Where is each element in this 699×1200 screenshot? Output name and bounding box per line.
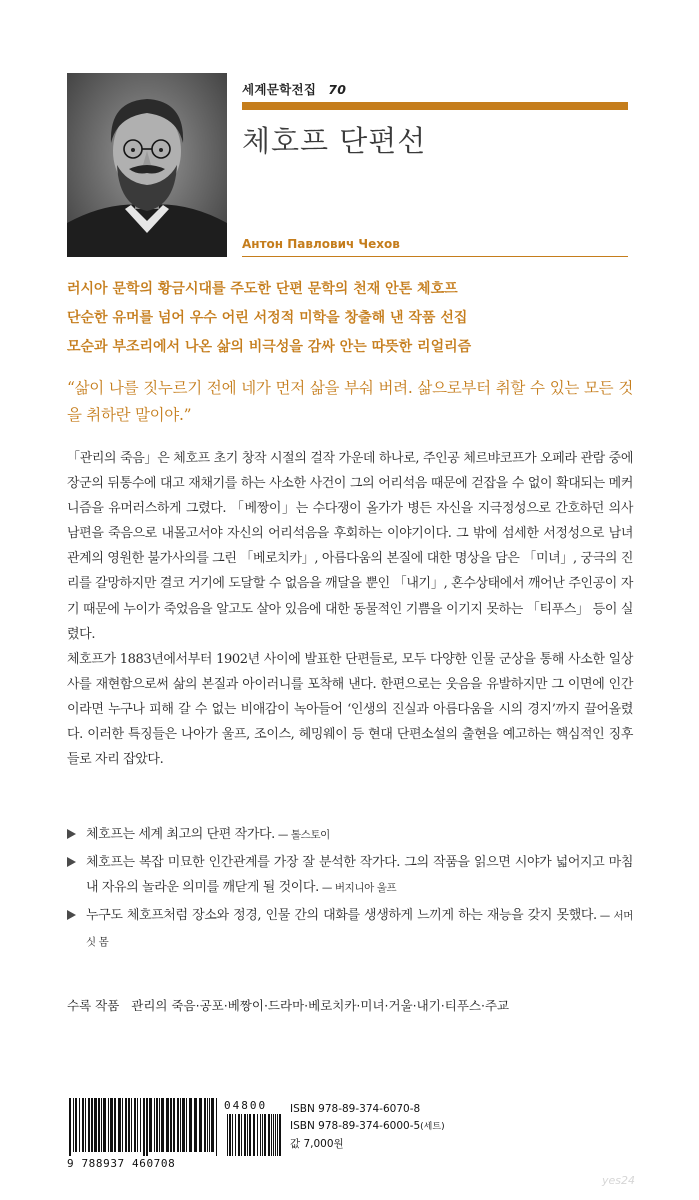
contents-items: 관리의 죽음·공포·베짱이·드라마·베로치카·미녀·거울·내기·티푸스·주교 — [131, 998, 510, 1013]
triangle-bullet-icon — [67, 829, 76, 839]
watermark: yes24 — [602, 1174, 636, 1187]
isbn-line: ISBN 978-89-374-6070-8 — [290, 1103, 421, 1115]
review-list — [67, 822, 633, 957]
triangle-bullet-icon — [67, 910, 76, 920]
barcode-bar — [75, 1098, 77, 1152]
review-item — [67, 903, 633, 955]
barcode-bar — [156, 1098, 158, 1152]
barcode-bar — [211, 1098, 214, 1152]
barcode-addon-bar — [247, 1114, 248, 1156]
barcode-bar — [199, 1098, 202, 1152]
book-title: 체호프 단편선 — [242, 124, 427, 158]
barcode-bar — [101, 1098, 102, 1152]
barcode-bar — [189, 1098, 192, 1152]
contents-label: 수록 작품 — [67, 998, 120, 1013]
barcode-bar — [125, 1098, 127, 1152]
author-portrait — [67, 73, 227, 257]
barcode-bar — [131, 1098, 132, 1152]
barcode-bar — [98, 1098, 100, 1152]
barcode-bar — [166, 1098, 169, 1152]
barcode-bar — [91, 1098, 93, 1152]
barcode-addon-bar — [235, 1114, 236, 1156]
barcode-addon-bar — [260, 1114, 261, 1156]
barcode-bar — [182, 1098, 185, 1152]
tagline: 모순과 부조리에서 나온 삶의 비극성을 감싸 안는 따뜻한 리얼리즘 — [67, 339, 472, 355]
description-paragraph: 체호프가 1883년에서부터 1902년 사이에 발표한 단편들로, 모두 다양한 인물 군상을 통해 사소한 일상사를 재현함으로써 삶의 본질과 아이러니를 포착해 낸다. 한편으로는 웃음을 유발하지만 그 이면에 인간이라면 누구나 피해 갈 수 없는 비애감이 녹아들어 ‘인생의 진실과 아름다움을 시의 경지’까지 끌어올렸다. 이러한 특징들은 나아가 울프, 조이스, 헤밍웨이 등 현대 단편소설의 출현을 예고하는 핵심적인 징후들로 자리 잡았다. — [67, 651, 633, 768]
barcode-bar — [73, 1098, 74, 1152]
barcode-bar — [137, 1098, 138, 1152]
barcode-addon-bar — [241, 1114, 242, 1156]
barcode-bar — [140, 1098, 141, 1152]
barcode-bar — [207, 1098, 208, 1152]
barcode-bar — [216, 1098, 217, 1156]
barcode-bar — [180, 1098, 181, 1152]
description — [67, 446, 633, 772]
barcode-bar — [79, 1098, 80, 1152]
barcode-addon-bar — [271, 1114, 272, 1156]
barcode-bar — [143, 1098, 145, 1156]
barcode-addon-bar — [275, 1114, 276, 1156]
series-name: 세계문학전집 — [242, 82, 317, 97]
series-number: 70 — [328, 82, 347, 97]
barcode-addon-digits: 04800 — [224, 1099, 268, 1112]
review-text: 누구도 체호프처럼 장소와 정경, 인물 간의 대화를 생생하게 느끼게 하는 재능을 갖지 못했다. — [86, 908, 597, 923]
barcode-addon-bar — [227, 1114, 228, 1156]
barcode-bar — [161, 1098, 164, 1152]
barcode-bar — [194, 1098, 197, 1152]
author-rule — [242, 256, 628, 257]
review-item — [67, 850, 633, 901]
barcode-addon-bar — [262, 1114, 263, 1156]
tagline: 러시아 문학의 황금시대를 주도한 단편 문학의 천재 안톤 체호프 — [67, 281, 458, 297]
barcode-bar — [69, 1098, 71, 1156]
barcode-bar — [177, 1098, 179, 1152]
barcode-addon-bar — [238, 1114, 240, 1156]
barcode-addon-bar — [268, 1114, 270, 1156]
barcode-bar — [209, 1098, 210, 1152]
barcode-bar — [114, 1098, 116, 1152]
description-paragraph: 「관리의 죽음」은 체호프 초기 창작 시절의 걸작 가운데 하나로, 주인공 체르뱌코프가 오페라 관람 중에 장군의 뒤통수에 대고 재채기를 하는 사소한 사건이 그의 어리석음 때문에 걷잡을 수 없이 확대되는 메커니즘을 유머러스하게 그렸다. 「베짱이」는 수다쟁이 올가가 병든 자신을 지극정성으로 간호하던 의사 남편을 죽음으로 내몰고서야 자신의 어리석음을 후회하는 이야기이다. 그 밖에 섬세한 서정성으로 남녀 관계의 영원한 불가사의를 그린 「베로치카」, 아름다움의 본질에 대한 명상을 담은 「미녀」, 궁극의 진리를 갈망하지만 결코 거기에 도달할 수 없음을 깨달을 뿐인 「내기」, 혼수상태에서 깨어난 주인공이 자기 때문에 누이가 죽었음을 알고도 살아 있음에 대한 동물적인 기쁨을 이기지 못하는 「티푸스」 등이 실렸다. — [67, 451, 633, 642]
isbn-line — [290, 1118, 445, 1136]
portrait-illustration — [67, 73, 227, 257]
review-text: 체호프는 세계 최고의 단편 작가다. — [86, 827, 275, 842]
barcode-addon-bar — [229, 1114, 231, 1156]
barcode-addon-bar — [232, 1114, 233, 1156]
isbn-block — [290, 1101, 445, 1153]
barcode-bar — [146, 1098, 148, 1156]
triangle-bullet-icon — [67, 857, 76, 867]
review-source: — 톨스토이 — [277, 829, 330, 841]
barcode-bar — [170, 1098, 172, 1152]
review-source: — 서머싯 몸 — [86, 910, 633, 948]
barcode-addon-bar — [249, 1114, 251, 1156]
barcode-bar — [149, 1098, 152, 1152]
barcode-bar — [134, 1098, 136, 1152]
barcode-bar — [122, 1098, 123, 1152]
review-text: 체호프는 복잡 미묘한 인간관계를 가장 잘 분석한 작가다. 그의 작품을 읽으면 시야가 넓어지고 마침내 자유의 놀라운 의미를 깨닫게 될 것이다. — [86, 855, 633, 895]
barcode-bar — [204, 1098, 206, 1152]
barcode-addon-bar — [279, 1114, 281, 1156]
barcode-bar — [159, 1098, 160, 1152]
review-item — [67, 822, 633, 848]
barcode-addon-bar — [257, 1114, 258, 1156]
contents-line — [67, 996, 509, 1014]
barcode-bar — [154, 1098, 155, 1152]
barcode-bar — [110, 1098, 113, 1152]
barcode-bar — [128, 1098, 130, 1152]
barcode-bar — [94, 1098, 97, 1152]
isbn-set-suffix: (세트) — [420, 1122, 445, 1132]
barcode-bar — [82, 1098, 84, 1152]
taglines — [67, 275, 633, 362]
series-label — [242, 80, 346, 98]
barcode-bar — [85, 1098, 86, 1152]
tagline: 단순한 유머를 넘어 우수 어린 서정적 미학을 창출해 낸 작품 선집 — [67, 310, 468, 326]
barcode-bar — [173, 1098, 175, 1152]
price: 값 7,000원 — [290, 1138, 344, 1150]
barcode-addon-bar — [253, 1114, 255, 1156]
barcode-addon-bar — [264, 1114, 266, 1156]
featured-quote: “삶이 나를 짓누르기 전에 네가 먼저 삶을 부숴 버려. 삶으로부터 취할 수 있는 모든 것을 취하란 말이야.” — [67, 379, 633, 424]
author-name-russian: Антон Павлович Чехов — [242, 237, 400, 251]
barcode-bar — [108, 1098, 109, 1152]
isbn-set-number: ISBN 978-89-374-6000-5 — [290, 1120, 421, 1132]
barcode-bar — [103, 1098, 106, 1152]
barcode-addon-bar — [277, 1114, 278, 1156]
barcode-bar — [118, 1098, 121, 1152]
barcode-addon-bar — [244, 1114, 246, 1156]
barcode-bar — [186, 1098, 187, 1152]
barcode-bar — [88, 1098, 90, 1152]
review-source: — 버지니아 울프 — [321, 882, 397, 894]
barcode-digits: 9 788937 460708 — [67, 1157, 176, 1170]
barcode-addon-bar — [273, 1114, 274, 1156]
header-rule — [242, 102, 628, 110]
